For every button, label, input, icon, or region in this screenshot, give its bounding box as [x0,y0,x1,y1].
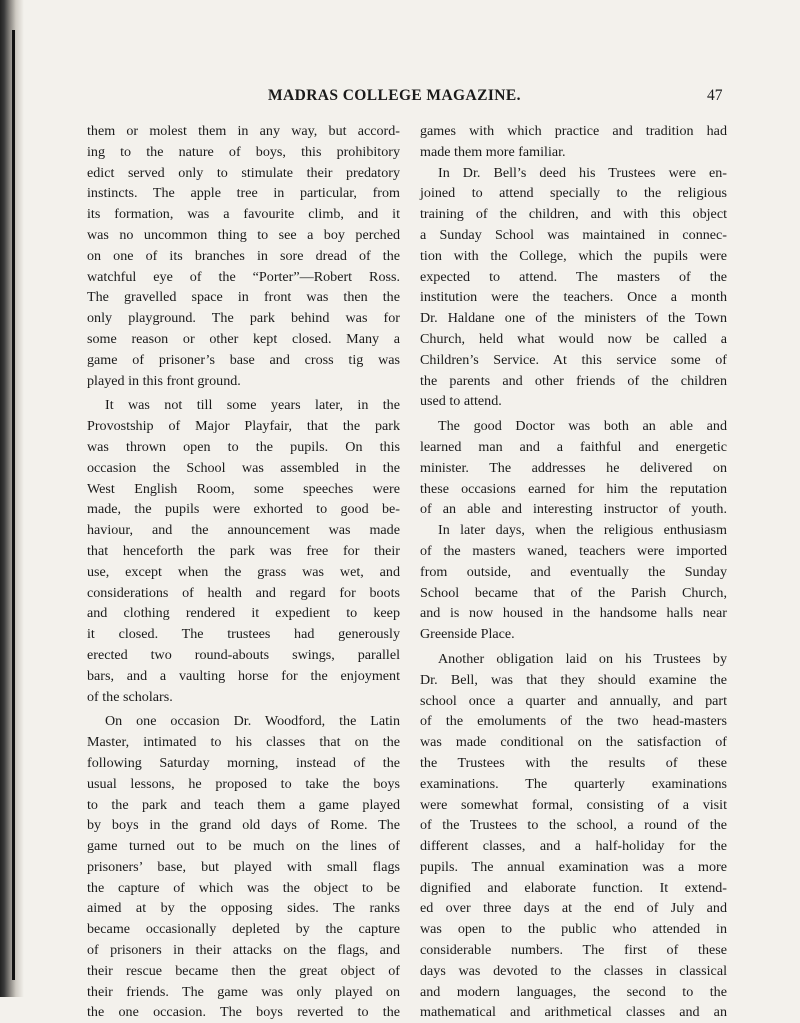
text-line: mathematical and arithmetical classes and an [420,1004,727,1021]
text-line: and modern languages, the second to the [420,983,727,1000]
text-line: were somewhat formal, consisting of a visit [420,796,727,813]
text-line: haviour, and the announcement was made [87,522,400,539]
text-line: ing to the nature of boys, this prohibitory [87,143,400,160]
text-line: Master, intimated to his classes that on the [87,734,400,751]
text-line: joined to attend specially to the religious [420,185,727,202]
text-line: Dr. Bell, was that they should examine the [420,671,727,688]
text-line: dignified and elaborate function. It extend- [420,879,727,896]
text-line: was open to the public who attended in [420,921,727,938]
text-line: The good Doctor was both an able and [438,418,727,435]
text-line: was thrown open to the pupils. On this [87,438,400,455]
text-line: instincts. The apple tree in particular, from [87,185,400,202]
text-line: a Sunday School was maintained in connec- [420,226,727,243]
text-line: game turned out to be much on the lines of [87,838,400,855]
page-number: 47 [707,87,723,104]
text-line: training of the children, and with this object [420,206,727,223]
text-line: considerations of health and regard for boots [87,584,400,601]
text-line: Church, held what would now be called a [420,330,727,347]
text-line: West English Room, some speeches were [87,480,400,497]
text-line: use, except when the grass was wet, and [87,563,400,580]
text-line: became occasionally depleted by the capture [87,921,400,938]
text-line: Another obligation laid on his Trustees by [438,650,727,667]
text-line: used to attend. [420,393,502,410]
text-line: watchful eye of the “Porter”—Robert Ross. [87,268,400,285]
text-line: On one occasion Dr. Woodford, the Latin [105,713,400,730]
text-line: and clothing rendered it expedient to keep [87,605,400,622]
running-header: MADRAS COLLEGE MAGAZINE. [268,87,521,104]
text-line: made them more familiar. [420,143,566,160]
text-line: by boys in the grand old days of Rome. The [87,817,400,834]
right-text-column [420,121,727,1023]
text-line: games with which practice and tradition had [420,123,727,139]
text-line: some reason or other kept closed. Many a [87,330,400,347]
text-line: their rescue became then the great object of [87,962,400,979]
text-line: The gravelled space in front was then the [87,289,400,306]
text-line: days was devoted to the classes in classical [420,962,727,979]
text-line: examinations. The quarterly examinations [420,775,727,792]
text-line: from outside, and eventually the Sunday [420,563,727,580]
text-line: and is now housed in the handsome halls near [420,605,727,622]
text-line: Provostship of Major Playfair, that the park [87,418,400,435]
text-line: the parents and other friends of the children [420,372,727,389]
text-line: only playground. The park behind was for [87,310,400,327]
text-line: was no uncommon thing to see a boy perched [87,226,400,243]
text-line: the Trustees with the results of these [420,754,727,771]
text-line: of prisoners in their attacks on the flags, and [87,942,400,959]
text-line: erected two round-abouts swings, parallel [87,646,400,663]
text-line: minister. The addresses he delivered on [420,459,727,476]
text-line: Greenside Place. [420,626,515,643]
text-line: them or molest them in any way, but accord- [87,123,400,139]
text-line: of the scholars. [87,688,173,705]
text-line: different classes, and a half-holiday for the [420,838,727,855]
text-line: of an able and interesting instructor of youth. [420,501,727,518]
text-line: expected to attend. The masters of the [420,268,727,285]
text-line: that henceforth the park was free for their [87,542,400,559]
text-line: Dr. Haldane one of the ministers of the Town [420,310,727,327]
text-line: their friends. The game was only played on [87,983,400,1000]
text-line: following Saturday morning, instead of the [87,754,400,771]
text-line: In Dr. Bell’s deed his Trustees were en- [438,164,727,181]
text-line: game of prisoner’s base and cross tig was [87,351,400,368]
text-line: School became that of the Parish Church, [420,584,727,601]
text-line: bars, and a vaulting horse for the enjoyment [87,667,400,684]
text-line: In later days, when the religious enthusiasm [438,522,727,539]
text-line: the capture of which was the object to be [87,879,400,896]
text-line: pupils. The annual examination was a more [420,858,727,875]
text-line: Children’s Service. At this service some of [420,351,727,368]
text-line: institution were the teachers. Once a month [420,289,727,306]
text-line: ed over three days at the end of July and [420,900,727,917]
text-line: to the park and teach them a game played [87,796,400,813]
text-line: it closed. The trustees had generously [87,626,400,643]
text-line: aimed at by the opposing sides. The ranks [87,900,400,917]
page-gutter-line [12,30,15,980]
text-line: played in this front ground. [87,372,241,389]
text-line: edict served only to stimulate their predatory [87,164,400,181]
text-line: was made conditional on the satisfaction of [420,734,727,751]
text-line: It was not till some years later, in the [105,397,400,414]
text-line: of the Trustees to the school, a round of the [420,817,727,834]
text-line: usual lessons, he proposed to take the boys [87,775,400,792]
text-line: on one of its branches in sore dread of the [87,247,400,264]
text-line: occasion the School was assembled in the [87,459,400,476]
text-line: tion with the College, which the pupils were [420,247,727,264]
text-line: considerable numbers. The first of these [420,942,727,959]
text-line: prisoners’ base, but played with small flags [87,858,400,875]
text-line: of the masters waned, teachers were imported [420,542,727,559]
text-line: learned man and a faithful and energetic [420,438,727,455]
text-line: of the emoluments of the two head-masters [420,713,727,730]
text-line: its formation, was a favourite climb, and it [87,206,400,223]
text-line: the one occasion. The boys reverted to the [87,1004,400,1021]
left-text-column [87,121,400,1023]
text-line: made, the pupils were exhorted to good be- [87,501,400,518]
text-line: school once a quarter and annually, and part [420,692,727,709]
text-line: these occasions earned for him the reputation [420,480,727,497]
